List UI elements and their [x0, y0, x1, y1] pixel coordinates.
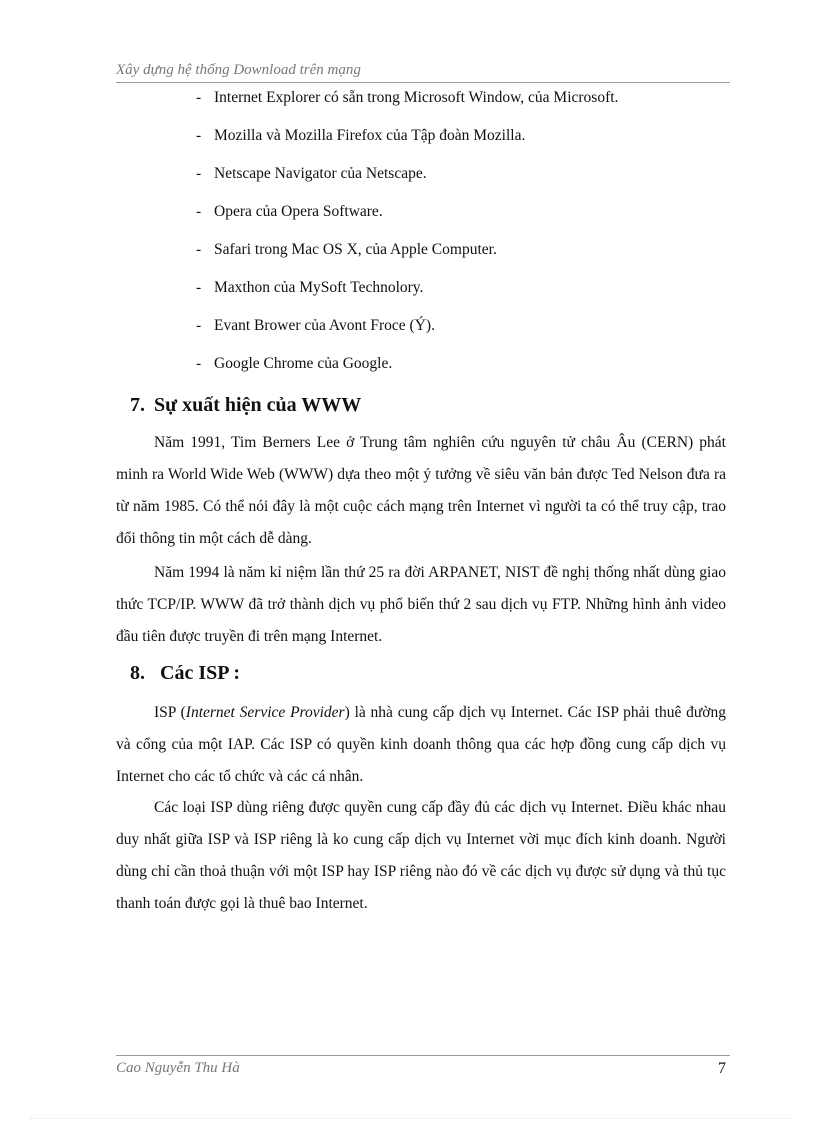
header-divider	[116, 82, 730, 83]
section-7-paragraph-2: Năm 1994 là năm kỉ niệm lần thứ 25 ra đời ARPANET, NIST đề nghị thống nhất dùng giao thức TCP/IP. WWW đã trở thành dịch vụ phổ biến thứ 2 sau dịch vụ FTP. Những hình ảnh video đầu tiên được truyền đi trên mạng Internet.	[116, 564, 726, 645]
page-edge	[30, 1118, 790, 1119]
list-item: - Safari trong Mac OS X, của Apple Computer.	[196, 241, 497, 258]
footer-divider	[116, 1055, 730, 1056]
section-8-number: 8.	[130, 662, 145, 684]
list-item: - Mozilla và Mozilla Firefox của Tập đoàn Mozilla.	[196, 127, 526, 144]
browser-list	[196, 88, 736, 392]
list-item: - Netscape Navigator của Netscape.	[196, 165, 427, 182]
section-8-paragraph-2: Các loại ISP dùng riêng được quyền cung cấp đầy đủ các dịch vụ Internet. Điều khác nhau duy nhất giữa ISP và ISP riêng là ko cung cấp dịch vụ Internet vời mục đích kinh doanh. Người dùng chỉ cần thoả thuận với một ISP hay ISP riêng nào đó về các dịch vụ được sử dụng và thủ tục thanh toán được gọi là thuê bao Internet.	[116, 799, 726, 912]
list-item: - Evant Brower của Avont Froce (Ý).	[196, 317, 435, 334]
section-8-heading	[130, 662, 240, 685]
list-item: - Google Chrome của Google.	[196, 355, 393, 372]
section-8-title: Các ISP :	[160, 662, 240, 684]
list-item: - Maxthon của MySoft Technolory.	[196, 279, 424, 296]
section-7-number: 7.	[130, 394, 145, 416]
section-7-heading	[130, 394, 361, 417]
page-number: 7	[718, 1060, 726, 1077]
section-7-title: Sự xuất hiện của WWW	[154, 394, 362, 416]
running-header: Xây dựng hệ thống Download trên mạng	[116, 62, 361, 78]
section-7-paragraph-1: Năm 1991, Tim Berners Lee ở Trung tâm nghiên cứu nguyên tử châu Âu (CERN) phát minh ra World Wide Web (WWW) dựa theo một ý tưởng về siêu văn bản được Ted Nelson đưa ra từ năm 1985. Có thể nói đây là một cuộc cách mạng trên Internet vì người ta có thể truy cập, trao đổi thông tin một cách dễ dàng.	[116, 434, 726, 547]
footer-author: Cao Nguyễn Thu Hà	[116, 1060, 240, 1076]
list-item: - Opera của Opera Software.	[196, 203, 383, 220]
list-item: - Internet Explorer có sẵn trong Microsoft Window, của Microsoft.	[196, 89, 619, 106]
section-8-paragraph-1: ISP (Internet Service Provider) là nhà cung cấp dịch vụ Internet. Các ISP phải thuê đường và cổng của một IAP. Các ISP có quyền kinh doanh thông qua các hợp đồng cung cấp dịch vụ Internet cho các tổ chức và các cá nhân.	[116, 704, 726, 785]
